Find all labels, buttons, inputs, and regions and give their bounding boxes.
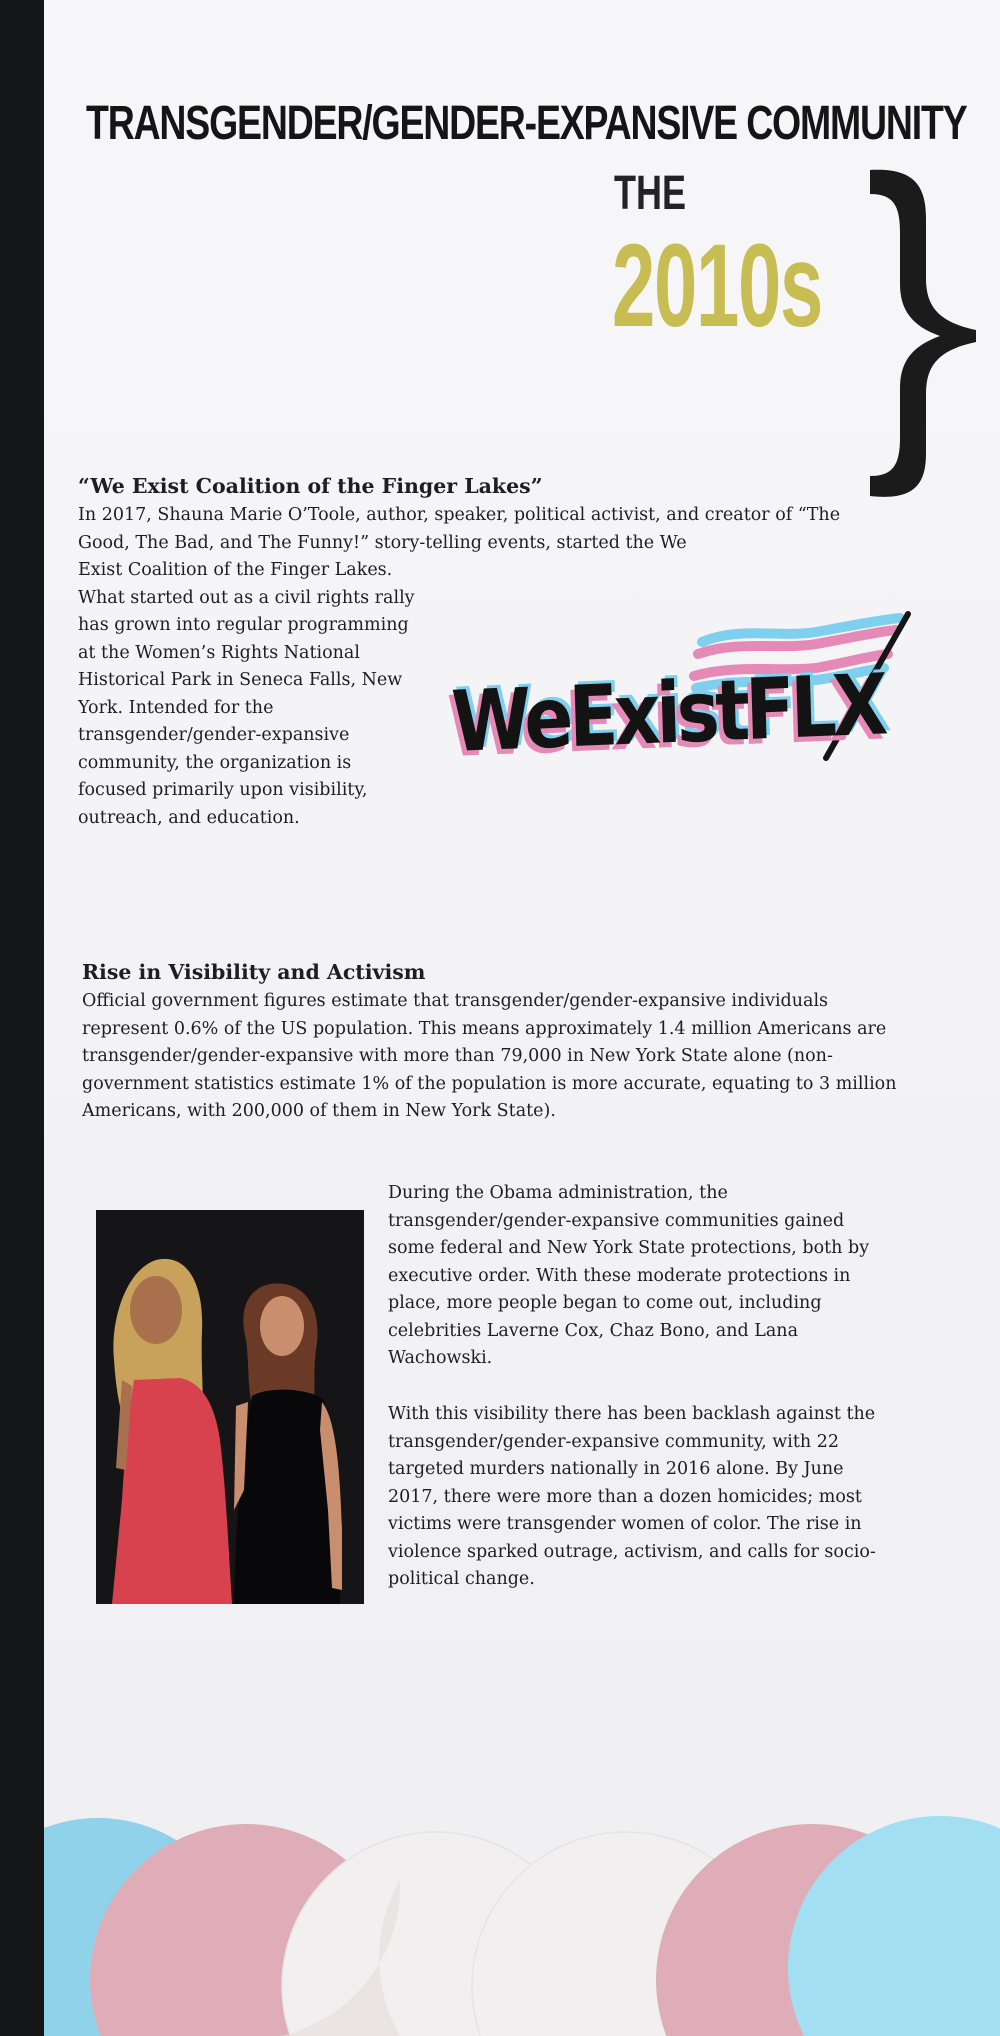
coalition-body-text: Exist Coalition of the Finger Lakes. What started out as a civil rights rally has grown into regular programming at the Women’s Rights National Historical Park in Seneca Falls, New York. Intended for the transgender/gender-expansive community, the organization is focused primarily upon visibility, outreach, and education.: [78, 560, 415, 828]
era-decade: 2010s: [612, 220, 822, 352]
section-title-coalition: “We Exist Coalition of the Finger Lakes”: [78, 474, 543, 498]
visibility-body-text: Official government figures estimate that transgender/gender-expansive individuals represent 0.6% of the US population. This means approximately 1.4 million Americans are transgender/gender-expansive with more than 79,000 in New York State alone (non-government statistics estimate 1% of the population is more accurate, equating to 3 million Americans, with 200,000 of them in New York State).: [82, 991, 897, 1121]
left-spine-bar: [0, 0, 44, 2036]
celebrity-photo: [96, 1210, 364, 1604]
backlash-text: With this visibility there has been backlash against the transgender/gender-expansive community, with 22 targeted murders nationally in 2016 alone. By June 2017, there were more than a dozen homicides; most victims were transgender women of color. The rise in violence sparked outrage, activism, and calls for socio-political change.: [388, 1404, 876, 1589]
era-the-label: THE: [614, 167, 686, 220]
section-title-visibility: Rise in Visibility and Activism: [82, 960, 426, 984]
page-title: TRANSGENDER/GENDER-EXPANSIVE COMMUNITY: [86, 97, 967, 150]
curly-brace-icon: [868, 166, 978, 500]
weexistflx-logo: WeExistFLX: [450, 655, 886, 771]
coalition-intro-text: In 2017, Shauna Marie O’Toole, author, speaker, political activist, and creator of “The Good, The Bad, and The Funny!” story-telling events, started the We: [78, 505, 841, 553]
trans-flag-circles: [0, 1780, 1000, 2036]
obama-era-text: During the Obama administration, the transgender/gender-expansive communities gained some federal and New York State protections, both by executive order. With these moderate protections in place, more people began to come out, including celebrities Laverne Cox, Chaz Bono, and Lana Wachowski.: [388, 1183, 870, 1368]
